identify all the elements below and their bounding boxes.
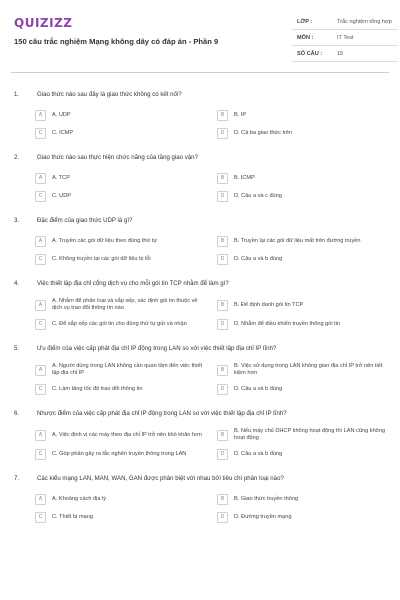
question-7: [11, 475, 389, 523]
answer-option-a[interactable]: [35, 428, 207, 442]
quizizz-logo: QUIZIZZ: [14, 16, 73, 30]
option-letter-box: D: [217, 449, 228, 460]
option-text: B. ICMP: [234, 174, 255, 181]
answer-option-d[interactable]: [217, 318, 389, 330]
answer-options: [11, 235, 389, 265]
question-header: [11, 280, 389, 288]
worksheet-meta: [292, 14, 398, 62]
option-text: A. Việc định vị các máy theo địa chỉ IP trở nên khó khăn hơn: [52, 431, 202, 438]
question-number: 4.: [14, 280, 20, 287]
answer-option-b[interactable]: [217, 109, 389, 121]
option-letter-box: B: [217, 494, 228, 505]
option-letter-box: C: [35, 319, 46, 330]
answer-options: [11, 428, 389, 460]
question-number: 2.: [14, 154, 20, 161]
option-text: D. Câu a và c đúng: [234, 192, 282, 199]
option-text: D. Nhằm để điều khiển truyền thông gói tin: [234, 320, 341, 327]
question-header: [11, 217, 389, 225]
option-text: B. IP: [234, 111, 247, 118]
question-header: [11, 410, 389, 418]
option-text: B. Để định danh gói tin TCP: [234, 301, 304, 308]
option-letter-box: D: [217, 384, 228, 395]
answer-option-a[interactable]: [35, 172, 207, 184]
question-number: 1.: [14, 91, 20, 98]
worksheet-title: 150 câu trắc nghiệm Mạng không dây có đáp án - Phần 9: [14, 37, 219, 46]
option-text: C. Thiết bị mạng: [52, 513, 93, 520]
answer-option-c[interactable]: [35, 127, 207, 139]
option-text: A. Người dùng trong LAN không cần quan tâm đến việc thiết lập địa chỉ IP: [52, 363, 203, 376]
option-text: C. UDP: [52, 192, 71, 199]
option-letter-box: A: [35, 494, 46, 505]
option-text: B. Nếu máy chủ DHCP không hoạt động thì LAN cũng không hoạt động: [234, 428, 386, 441]
meta-row-subject: [292, 30, 398, 46]
answer-option-a[interactable]: [35, 298, 207, 312]
answer-options: [11, 493, 389, 523]
option-text: B. Giao thức truyền thông: [234, 495, 299, 502]
question-number: 5.: [14, 345, 20, 352]
option-letter-box: A: [35, 365, 46, 376]
option-text: A. Truyền các gói dữ liệu theo đúng thứ tự: [52, 237, 158, 244]
option-text: D. Đường truyền mạng: [234, 513, 292, 520]
worksheet-header: [11, 10, 392, 68]
question-header: [11, 91, 389, 99]
option-letter-box: A: [35, 300, 46, 311]
answer-option-c[interactable]: [35, 190, 207, 202]
answer-option-a[interactable]: [35, 363, 207, 377]
option-text: D. Cả ba giao thức trên: [234, 129, 293, 136]
answer-options: [11, 298, 389, 330]
answer-option-b[interactable]: [217, 298, 389, 312]
answer-option-b[interactable]: [217, 428, 389, 442]
option-letter-box: A: [35, 430, 46, 441]
answer-option-b[interactable]: [217, 363, 389, 377]
option-text: A. Khoảng cách địa lý: [52, 495, 107, 502]
option-text: C. Để sắp xếp các gói tin cho đúng thứ tự gửi và nhận: [52, 320, 187, 327]
option-text: A. UDP: [52, 111, 71, 118]
option-letter-box: D: [217, 254, 228, 265]
meta-row-count: [292, 46, 398, 62]
answer-option-c[interactable]: [35, 448, 207, 460]
answer-option-b[interactable]: [217, 493, 389, 505]
option-letter-box: B: [217, 236, 228, 247]
answer-option-c[interactable]: [35, 383, 207, 395]
answer-option-b[interactable]: [217, 172, 389, 184]
option-letter-box: C: [35, 384, 46, 395]
option-letter-box: C: [35, 254, 46, 265]
option-letter-box: A: [35, 236, 46, 247]
question-header: [11, 154, 389, 162]
answer-option-a[interactable]: [35, 235, 207, 247]
option-text: C. Không truyền lại các gói dữ liệu bị lỗi: [52, 255, 151, 262]
question-number: 6.: [14, 410, 20, 417]
question-4: [11, 280, 389, 330]
question-text: Đặc điểm của giao thức UDP là gì?: [37, 217, 133, 224]
option-text: C. Góp phần gây ra tắc nghẽn truyền thông trong LAN: [52, 450, 187, 457]
question-number: 7.: [14, 475, 20, 482]
option-letter-box: D: [217, 191, 228, 202]
answer-option-d[interactable]: [217, 253, 389, 265]
answer-option-b[interactable]: [217, 235, 389, 247]
option-letter-box: B: [217, 430, 228, 441]
meta-label: LỚP :: [297, 18, 313, 25]
option-letter-box: D: [217, 512, 228, 523]
question-5: [11, 345, 389, 395]
question-3: [11, 217, 389, 265]
option-letter-box: C: [35, 128, 46, 139]
option-letter-box: C: [35, 191, 46, 202]
meta-label: MÔN :: [297, 34, 314, 41]
question-text: Việc thiết lập địa chỉ cổng dịch vụ cho mỗi gói tin TCP nhằm để làm gì?: [37, 280, 229, 287]
answer-option-c[interactable]: [35, 511, 207, 523]
answer-option-d[interactable]: [217, 190, 389, 202]
question-text: Giao thức nào sau thực hiện chức năng của tầng giao vận?: [37, 154, 198, 161]
answer-option-d[interactable]: [217, 127, 389, 139]
option-text: D. Câu a và b đúng: [234, 450, 283, 457]
question-2: [11, 154, 389, 202]
option-letter-box: D: [217, 319, 228, 330]
answer-option-c[interactable]: [35, 253, 207, 265]
answer-option-a[interactable]: [35, 109, 207, 121]
question-text: Nhược điểm của việc cấp phát địa chỉ IP động trong LAN so với việc thiết lập địa chỉ IP tĩnh?: [37, 410, 287, 417]
question-header: [11, 475, 389, 483]
question-text: Ưu điểm của việc cấp phát địa chỉ IP động trong LAN so với việc thiết lập địa chỉ IP tĩnh?: [37, 345, 277, 352]
header-divider: [11, 72, 389, 73]
answer-option-d[interactable]: [217, 383, 389, 395]
option-letter-box: B: [217, 173, 228, 184]
option-letter-box: A: [35, 110, 46, 121]
answer-option-c[interactable]: [35, 318, 207, 330]
answer-options: [11, 109, 389, 139]
option-letter-box: B: [217, 110, 228, 121]
question-1: [11, 91, 389, 139]
question-list: [11, 91, 389, 523]
meta-label: SỐ CÂU :: [297, 50, 323, 57]
option-text: A. Nhằm để phân loại và sắp xếp, xác định gói tin thuộc về dịch vụ trao đổi thông tin nào: [52, 298, 198, 311]
option-letter-box: C: [35, 512, 46, 523]
question-6: [11, 410, 389, 460]
option-letter-box: B: [217, 300, 228, 311]
meta-row-class: [292, 14, 398, 30]
option-text: C. ICMP: [52, 129, 74, 136]
option-letter-box: B: [217, 365, 228, 376]
question-text: Giao thức nào sau đây là giao thức không có kết nối?: [37, 91, 182, 98]
question-number: 3.: [14, 217, 20, 224]
option-letter-box: D: [217, 128, 228, 139]
question-text: Các kiểu mạng LAN, MAN, WAN, GAN được phân biệt với nhau bởi tiêu chí phân loại nào?: [37, 475, 284, 482]
option-text: D. Câu a và b đúng: [234, 255, 283, 262]
answer-option-d[interactable]: [217, 448, 389, 460]
answer-options: [11, 363, 389, 395]
answer-options: [11, 172, 389, 202]
meta-value: IT Test: [337, 34, 354, 41]
option-text: D. Câu a và b đúng: [234, 385, 283, 392]
option-text: A. TCP: [52, 174, 70, 181]
meta-value: Trắc nghiệm tổng hợp: [337, 18, 392, 25]
option-text: B. Việc sử dụng trong LAN không gian địa chỉ IP trở nên tiết kiệm hơn: [234, 363, 383, 376]
answer-option-a[interactable]: [35, 493, 207, 505]
question-header: [11, 345, 389, 353]
meta-value: 15: [337, 50, 344, 57]
option-text: C. Làm tăng tốc độ trao đổi thông tin: [52, 385, 143, 392]
option-letter-box: A: [35, 173, 46, 184]
option-letter-box: C: [35, 449, 46, 460]
answer-option-d[interactable]: [217, 511, 389, 523]
option-text: B. Truyền lại các gói dữ liệu mất trên đường truyền: [234, 237, 361, 244]
